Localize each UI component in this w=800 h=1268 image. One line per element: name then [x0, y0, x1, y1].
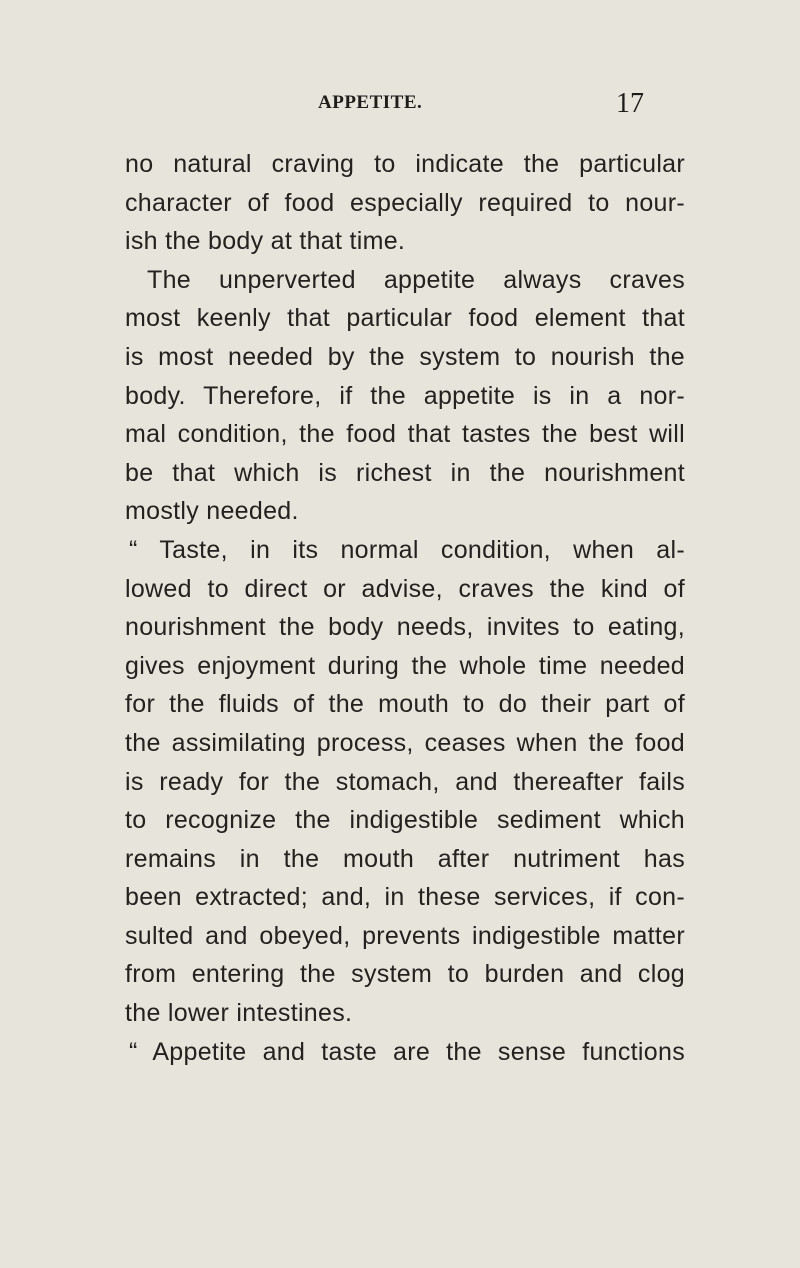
quote-start-line: “ Taste, in its normal condition, when al- [129, 535, 685, 564]
text-line: mal condition, the food that tastes the best will [125, 420, 685, 449]
text-line: the lower intestines. [125, 999, 353, 1028]
text-line: is most needed by the system to nourish the [125, 342, 685, 371]
text-line: sulted and obeyed, prevents indigestible matter [125, 921, 685, 950]
text-line: nourishment the body needs, invites to eating, [125, 613, 685, 642]
text-line: been extracted; and, in these services, if con- [125, 883, 685, 912]
text-line: remains in the mouth after nutriment has [125, 844, 685, 873]
running-head: APPETITE. [318, 92, 423, 113]
quote-start-line: “ Appetite and taste are the sense functions [129, 1037, 685, 1066]
body-text [125, 145, 685, 1071]
text-line: to recognize the indigestible sediment which [125, 806, 685, 835]
text-line: lowed to direct or advise, craves the kind of [125, 574, 685, 603]
text-line: mostly needed. [125, 497, 299, 526]
paragraph-start-line: The unperverted appetite always craves [147, 265, 685, 294]
text-line: the assimilating process, ceases when the food [125, 728, 685, 757]
text-line: character of food especially required to nour- [125, 188, 685, 217]
text-line: ish the body at that time. [125, 227, 406, 256]
page-number: 17 [616, 88, 644, 119]
text-line: for the fluids of the mouth to do their part of [125, 690, 685, 719]
text-line: no natural craving to indicate the particular [125, 150, 685, 178]
page-header [0, 88, 800, 122]
text-line: most keenly that particular food element that [125, 304, 685, 333]
text-line: is ready for the stomach, and thereafter fails [125, 767, 685, 796]
text-line: be that which is richest in the nourishment [125, 458, 685, 487]
text-line: gives enjoyment during the whole time needed [125, 651, 685, 680]
text-line: body. Therefore, if the appetite is in a nor- [125, 381, 685, 410]
text-line: from entering the system to burden and clog [125, 960, 685, 989]
